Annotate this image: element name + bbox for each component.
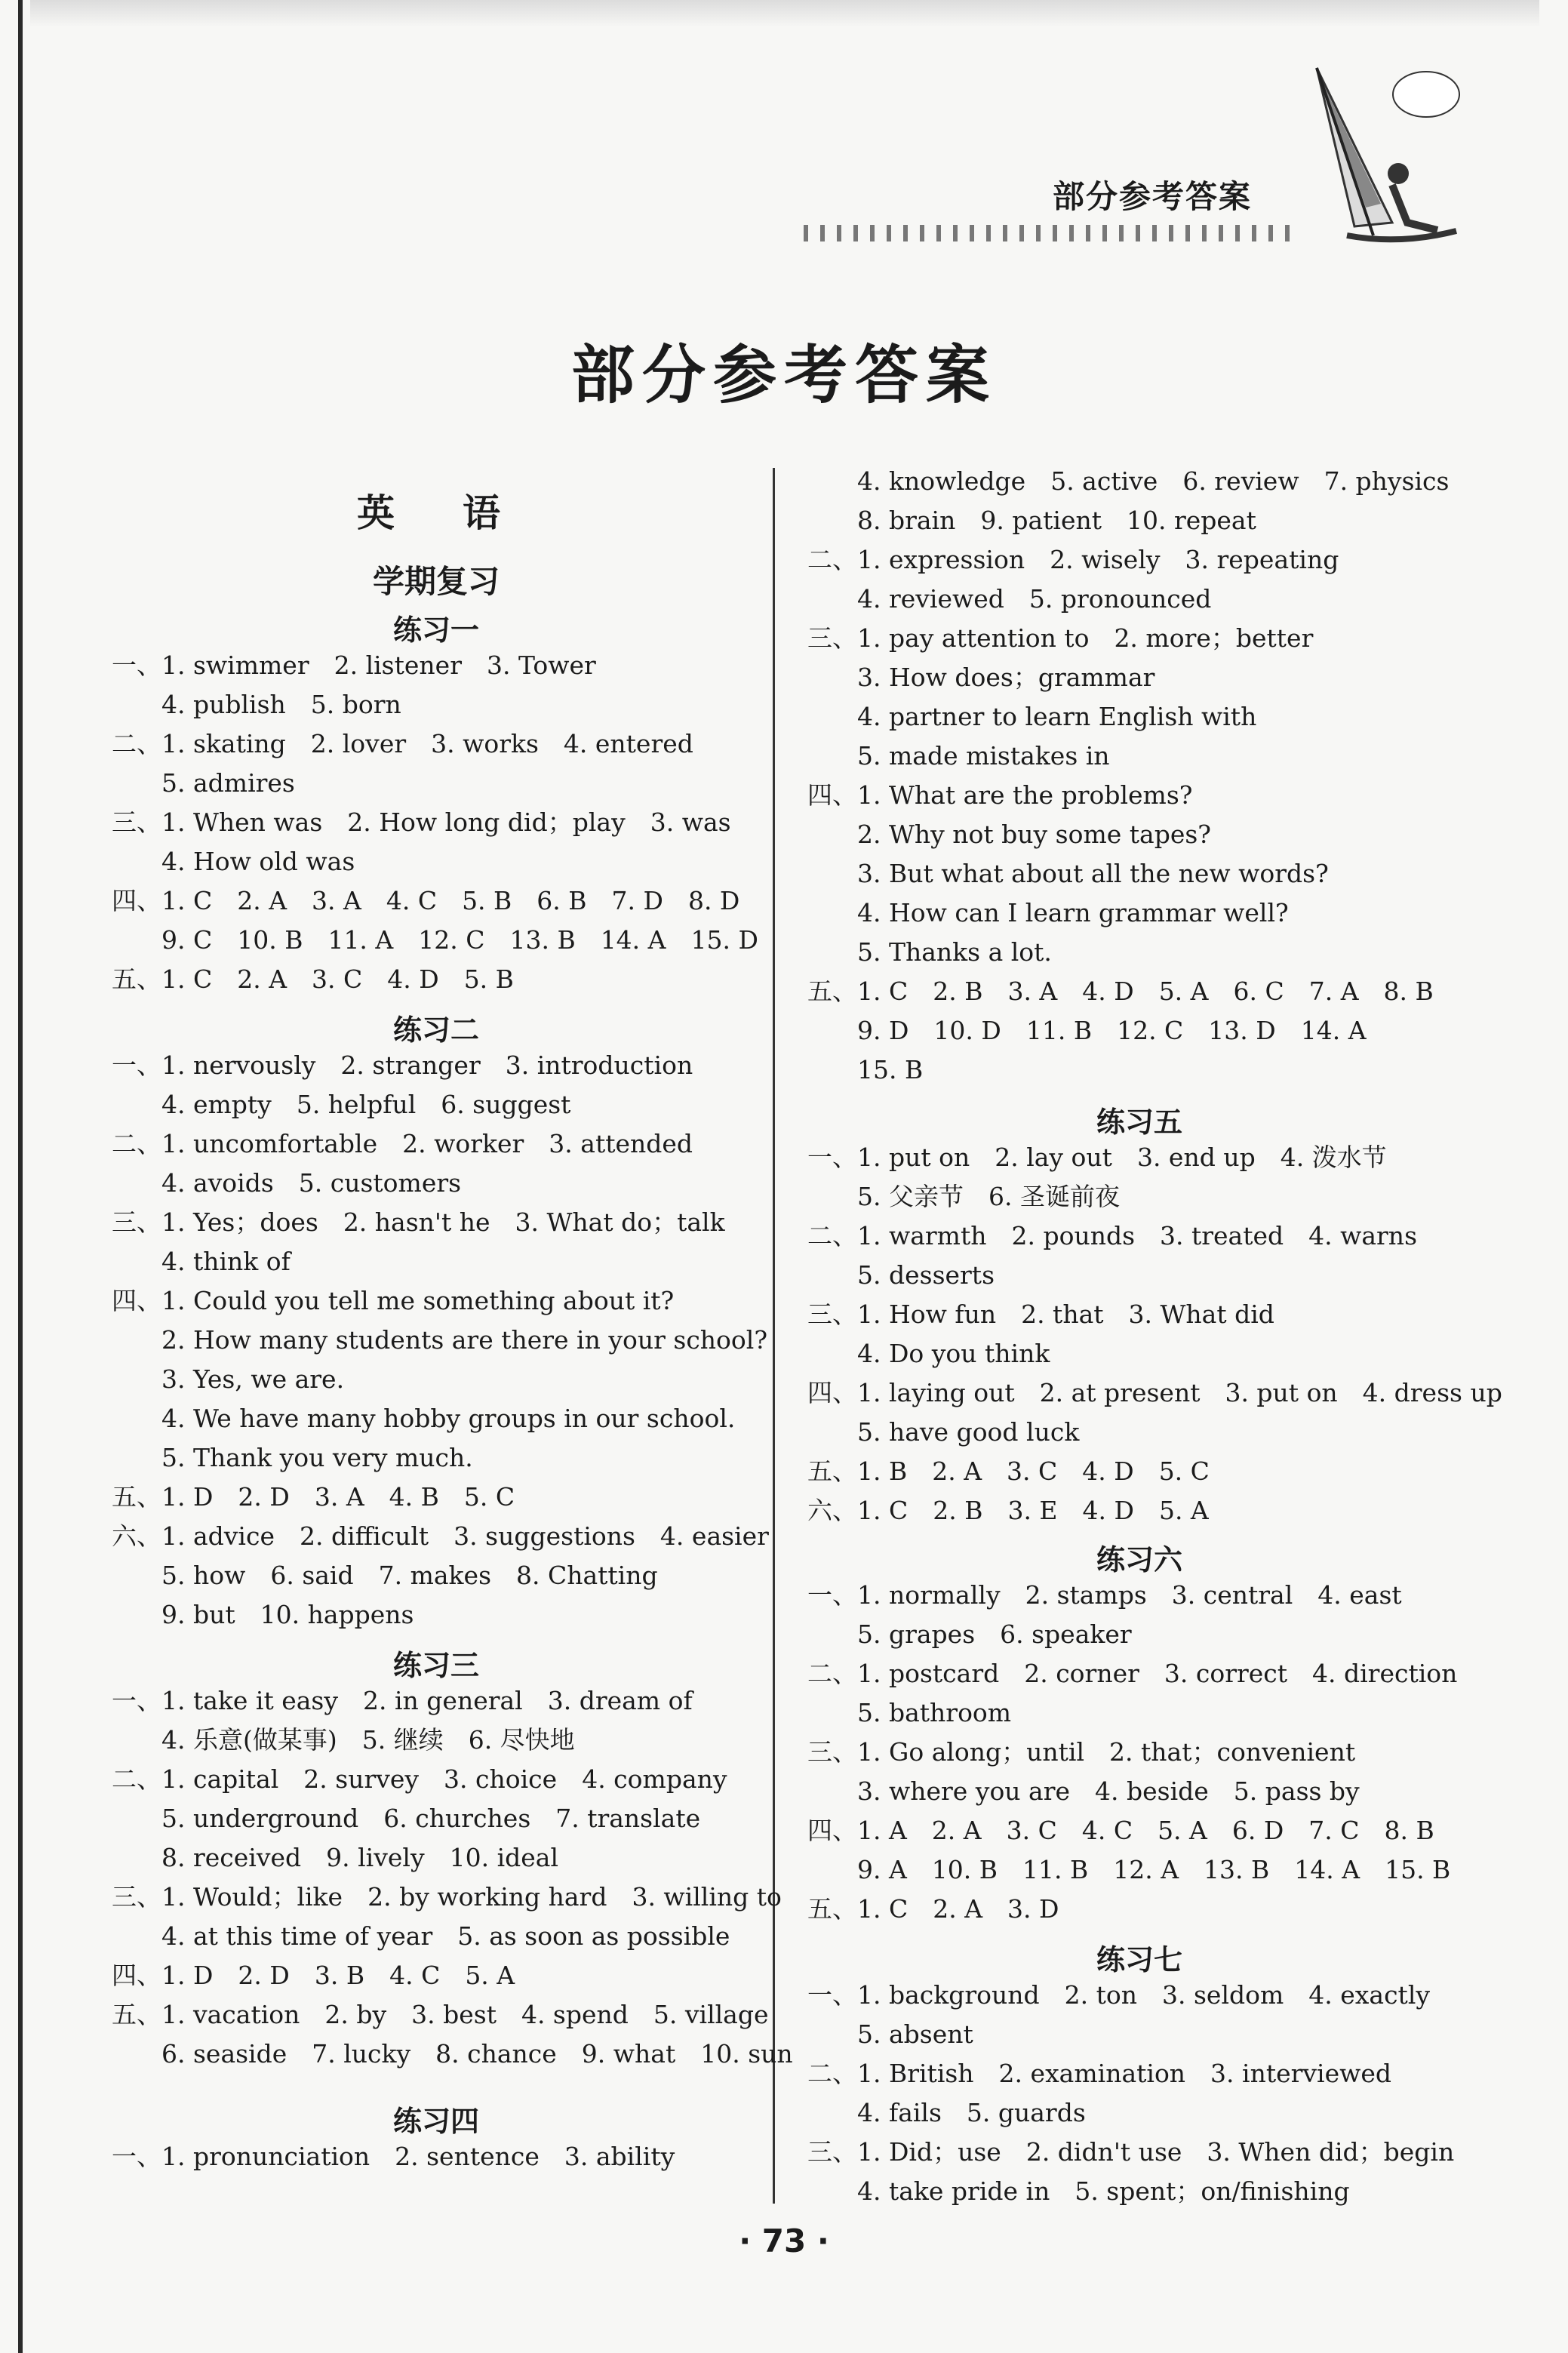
exercise-3-heading: 练习三 [392, 1649, 479, 1682]
answer-line: 4. empty 5. helpful 6. suggest [112, 1090, 571, 1119]
answer-line: 三、1. Go along；until 2. that；convenient [807, 1737, 1356, 1767]
answer-line: 4. How old was [112, 847, 355, 876]
exercise-5-heading: 练习五 [1096, 1106, 1182, 1139]
exercise-7-heading: 练习七 [1096, 1943, 1182, 1976]
answer-line: 3. where you are 4. beside 5. pass by [807, 1776, 1360, 1806]
answer-line: 5. underground 6. churches 7. translate [112, 1804, 701, 1833]
answer-line: 15. B [807, 1055, 924, 1084]
answer-line: 4. publish 5. born [112, 690, 401, 719]
exercise-1-heading: 练习一 [392, 614, 479, 647]
answer-line: 一、1. nervously 2. stranger 3. introduction [112, 1050, 693, 1080]
answer-line: 9. C 10. B 11. A 12. C 13. B 14. A 15. D [112, 925, 758, 955]
answer-line: 一、1. swimmer 2. listener 3. Tower [112, 651, 596, 680]
answer-line: 9. D 10. D 11. B 12. C 13. D 14. A [807, 1016, 1367, 1045]
answer-line: 5. Thanks a lot. [807, 937, 1052, 967]
answer-line: 5. have good luck [807, 1417, 1080, 1447]
answer-line: 5. bathroom [807, 1698, 1012, 1727]
answer-line: 3. Yes, we are. [112, 1364, 345, 1394]
answer-line: 三、1. When was 2. How long did；play 3. was [112, 807, 731, 837]
answer-line: 9. but 10. happens [112, 1600, 414, 1629]
answer-line: 2. How many students are there in your school? [112, 1325, 768, 1355]
answer-line: 四、1. Could you tell me something about it? [112, 1286, 675, 1315]
answer-line: 5. how 6. said 7. makes 8. Chatting [112, 1561, 658, 1590]
answer-line: 5. absent [807, 2019, 973, 2049]
answer-line: 2. Why not buy some tapes? [807, 820, 1211, 849]
answer-line: 4. partner to learn English with [807, 702, 1257, 731]
answer-line: 4. avoids 5. customers [112, 1168, 462, 1198]
answer-line: 4. Do you think [807, 1339, 1050, 1368]
windsurfer-emblem-icon [1302, 60, 1460, 249]
subject-heading: 英 语 [357, 491, 515, 535]
answer-line: 4. fails 5. guards [807, 2098, 1086, 2127]
answer-line: 四、1. What are the problems? [807, 780, 1193, 810]
answer-line: 4. How can I learn grammar well? [807, 898, 1289, 927]
answer-line: 六、1. advice 2. difficult 3. suggestions 4. easier [112, 1521, 769, 1551]
answer-line: 5. grapes 6. speaker [807, 1619, 1132, 1649]
answer-line: 三、1. Yes；does 2. hasn't he 3. What do；talk [112, 1207, 725, 1237]
answer-line: 3. But what about all the new words? [807, 859, 1329, 888]
page-title: 部分参考答案 [570, 338, 997, 412]
answer-line: 四、1. A 2. A 3. C 4. C 5. A 6. D 7. C 8. B [807, 1816, 1434, 1845]
scan-top-band [30, 0, 1539, 27]
answer-line: 五、1. B 2. A 3. C 4. D 5. C [807, 1456, 1210, 1486]
exercise-4-heading: 练习四 [392, 2105, 479, 2138]
answer-line: 三、1. Did；use 2. didn't use 3. When did；begin [807, 2137, 1455, 2167]
answer-line: 4. take pride in 5. spent；on/finishing [807, 2176, 1350, 2206]
answer-line: 五、1. vacation 2. by 3. best 4. spend 5. village [112, 2000, 769, 2029]
answer-line: 二、1. postcard 2. corner 3. correct 4. direction [807, 1659, 1458, 1688]
answer-line: 二、1. uncomfortable 2. worker 3. attended [112, 1129, 693, 1158]
answer-line: 二、1. British 2. examination 3. interviewed [807, 2059, 1392, 2088]
answer-line: 二、1. skating 2. lover 3. works 4. entered [112, 729, 693, 758]
term-heading: 学期复习 [372, 563, 500, 600]
answer-line: 5. made mistakes in [807, 741, 1110, 770]
column-divider [773, 468, 775, 2204]
answer-line: 9. A 10. B 11. B 12. A 13. B 14. A 15. B [807, 1855, 1451, 1884]
answer-line: 5. desserts [807, 1260, 995, 1290]
answer-line: 五、1. C 2. B 3. A 4. D 5. A 6. C 7. A 8. B [807, 977, 1434, 1006]
answer-line: 3. How does；grammar [807, 663, 1155, 692]
answer-line: 三、1. How fun 2. that 3. What did [807, 1300, 1274, 1329]
answer-line: 8. brain 9. patient 10. repeat [807, 506, 1256, 535]
answer-line: 六、1. C 2. B 3. E 4. D 5. A [807, 1496, 1209, 1525]
answer-line: 五、1. C 2. A 3. D [807, 1894, 1059, 1924]
header-title: 部分参考答案 [1053, 178, 1253, 215]
answer-line: 5. 父亲节 6. 圣诞前夜 [807, 1182, 1120, 1211]
answer-line: 4. at this time of year 5. as soon as possible [112, 1921, 730, 1951]
answer-line: 三、1. pay attention to 2. more；better [807, 623, 1314, 653]
answer-line: 一、1. background 2. ton 3. seldom 4. exactly [807, 1980, 1431, 2010]
answer-line: 8. received 9. lively 10. ideal [112, 1843, 559, 1872]
answer-line: 二、1. capital 2. survey 3. choice 4. company [112, 1764, 727, 1794]
answer-line: 二、1. warmth 2. pounds 3. treated 4. warns [807, 1221, 1418, 1250]
answer-line: 五、1. D 2. D 3. A 4. B 5. C [112, 1482, 515, 1512]
answer-line: 4. reviewed 5. pronounced [807, 584, 1212, 614]
answer-line: 4. 乐意(做某事) 5. 继续 6. 尽快地 [112, 1725, 575, 1755]
answer-line: 6. seaside 7. lucky 8. chance 9. what 10. sun [112, 2039, 793, 2068]
answer-line: 四、1. C 2. A 3. A 4. C 5. B 6. B 7. D 8. D [112, 886, 740, 915]
answer-line: 二、1. expression 2. wisely 3. repeating [807, 545, 1339, 574]
answer-line: 一、1. take it easy 2. in general 3. dream of [112, 1686, 693, 1715]
answer-line: 4. think of [112, 1247, 291, 1276]
answer-line: 五、1. C 2. A 3. C 4. D 5. B [112, 964, 514, 994]
answer-line: 4. knowledge 5. active 6. review 7. physics [807, 466, 1450, 496]
answer-line: 一、1. pronunciation 2. sentence 3. ability [112, 2142, 675, 2171]
answer-line: 三、1. Would；like 2. by working hard 3. willing to [112, 1882, 782, 1912]
answer-line: 四、1. laying out 2. at present 3. put on 4. dress up [807, 1378, 1502, 1407]
answer-line: 一、1. normally 2. stamps 3. central 4. east [807, 1580, 1402, 1610]
answer-line: 一、1. put on 2. lay out 3. end up 4. 泼水节 [807, 1143, 1387, 1172]
answer-line: 5. admires [112, 768, 295, 798]
page-number: · 73 · [739, 2222, 829, 2259]
answer-line: 5. Thank you very much. [112, 1443, 473, 1472]
exercise-2-heading: 练习二 [392, 1013, 479, 1047]
answer-line: 4. We have many hobby groups in our school. [112, 1404, 736, 1433]
answer-line: 四、1. D 2. D 3. B 4. C 5. A [112, 1961, 515, 1990]
header-dashed-rule [804, 225, 1302, 241]
exercise-6-heading: 练习六 [1096, 1543, 1182, 1576]
